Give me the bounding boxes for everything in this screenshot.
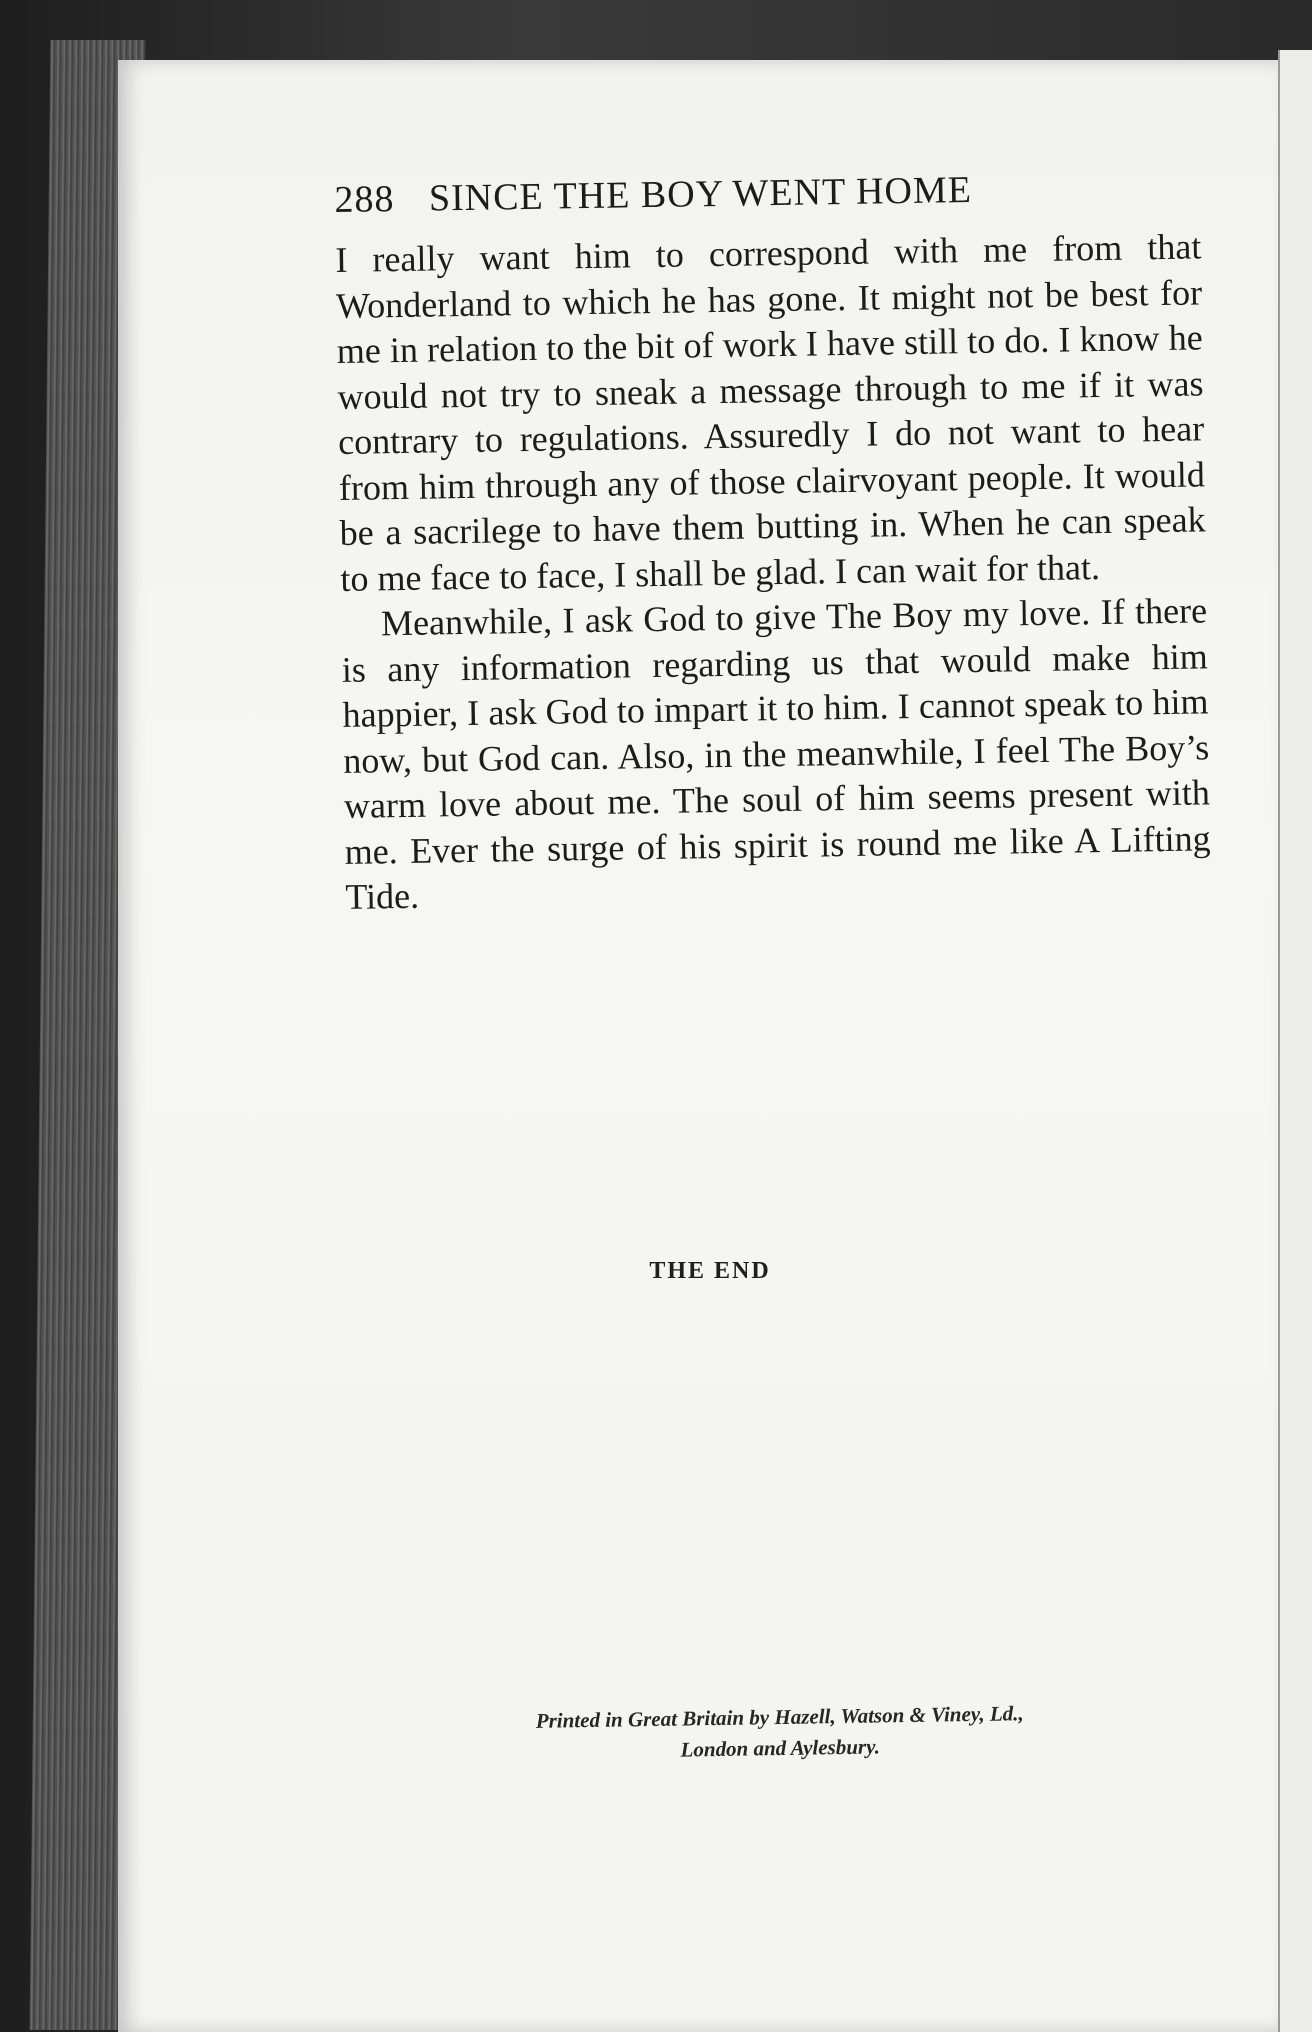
body-text — [335, 224, 1212, 920]
the-end-heading: THE END — [649, 1258, 771, 1284]
paragraph-2: Meanwhile, I ask God to give The Boy my love. If there is any information regarding us that would make him happier, I ask God to impart it to him. I cannot speak to him now, but God can. Also, in the meanwhile, I feel The Boy’s warm love about me. The soul of him seems present with me. Ever the surge of his spirit is round me like A Lifting Tide. — [341, 590, 1211, 917]
page-text-block — [334, 158, 1212, 920]
page-right-margin — [1278, 50, 1312, 2032]
page-number: 288 — [334, 178, 395, 221]
imprint-line-1: Printed in Great Britain by Hazell, Watson & Viney, Ld., — [535, 1701, 1024, 1733]
running-title: SINCE THE BOY WENT HOME — [428, 168, 973, 220]
printer-imprint — [420, 1696, 1141, 1769]
imprint-line-2: London and Aylesbury. — [680, 1734, 881, 1762]
paragraph-1: I really want him to correspond with me from that Wonderland to which he has gone. It might not be best for me in relation to the bit of work I have still to do. I know he would not try to sneak a message through to me if it was contrary to regulations. Assuredly I do not want to hear from him through any of those clairvoyant people. It would be a sacrilege to have them butting in. When he can speak to me face to face, I shall be glad. I can wait for that. — [335, 226, 1206, 599]
